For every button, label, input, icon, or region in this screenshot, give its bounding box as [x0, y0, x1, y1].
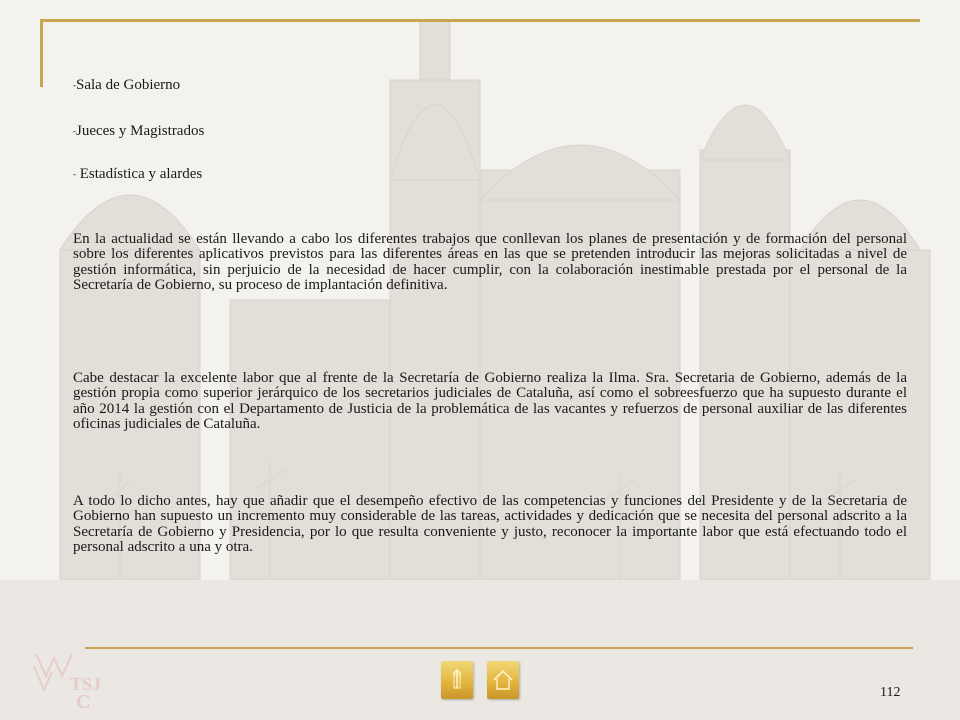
bullet-dash: - — [73, 126, 76, 136]
tsjc-logo — [32, 650, 102, 710]
page-number: 112 — [880, 685, 901, 700]
svg-text:C: C — [76, 691, 91, 710]
up-arrow-icon — [441, 661, 473, 699]
tsjc-logo-graphic — [32, 650, 102, 710]
svg-text:TSJ: TSJ — [70, 674, 102, 694]
bullet-item — [73, 122, 204, 140]
frame-bottom-rule — [85, 647, 913, 649]
bullet-dash: - — [73, 80, 76, 90]
bullet-text: Jueces y Magistrados — [76, 123, 205, 139]
bullet-text: Estadística y alardes — [76, 166, 203, 182]
paragraph: Cabe destacar la excelente labor que al frente de la Secretaría de Gobierno realiza la Ilma. Sra. Secretaria de Gobierno, además de la gestión propia como superior jerárquico de los secretarios judiciales de Cataluña, así como el sobreesfuerzo que ha supuesto durante el año 2014 la gestión con el Departamento de Justicia de la problemática de las vacantes y refuerzos de personal auxiliar de las diferentes oficinas judiciales de Cataluña. — [73, 370, 907, 432]
previous-page-button[interactable] — [441, 661, 473, 699]
bullet-item — [73, 76, 180, 94]
paragraph: En la actualidad se están llevando a cabo los diferentes trabajos que conllevan los planes de presentación y de formación del personal sobre los diferentes aplicativos previstos para las diferentes áreas en las que se pretenden introducir las mejoras solicitadas a nivel de gestión informática, sin perjuicio de la necesidad de hacer cumplir, con la colaboración inestimable prestada por el personal de la Secretaría de Gobierno, su proceso de implantación definitiva. — [73, 231, 907, 293]
home-button[interactable] — [487, 661, 519, 699]
bullet-dash: - — [73, 169, 76, 179]
frame-top-rule — [40, 19, 920, 22]
bullet-text: Sala de Gobierno — [76, 77, 181, 93]
bullet-item — [73, 165, 202, 183]
paragraph: A todo lo dicho antes, hay que añadir que el desempeño efectivo de las competencias y funciones del Presidente y de la Secretaria de Gobierno han supuesto un incremento muy considerable de las tareas, actividades y dedicación que se necesita del personal adscrito a la Secretaría de Gobierno y Presidencia, por lo que resulta conveniente y justo, reconocer la importante labor que está efectuando todo el personal adscrito a una y otra. — [73, 493, 907, 555]
frame-left-rule — [40, 19, 43, 87]
home-icon — [487, 661, 519, 699]
